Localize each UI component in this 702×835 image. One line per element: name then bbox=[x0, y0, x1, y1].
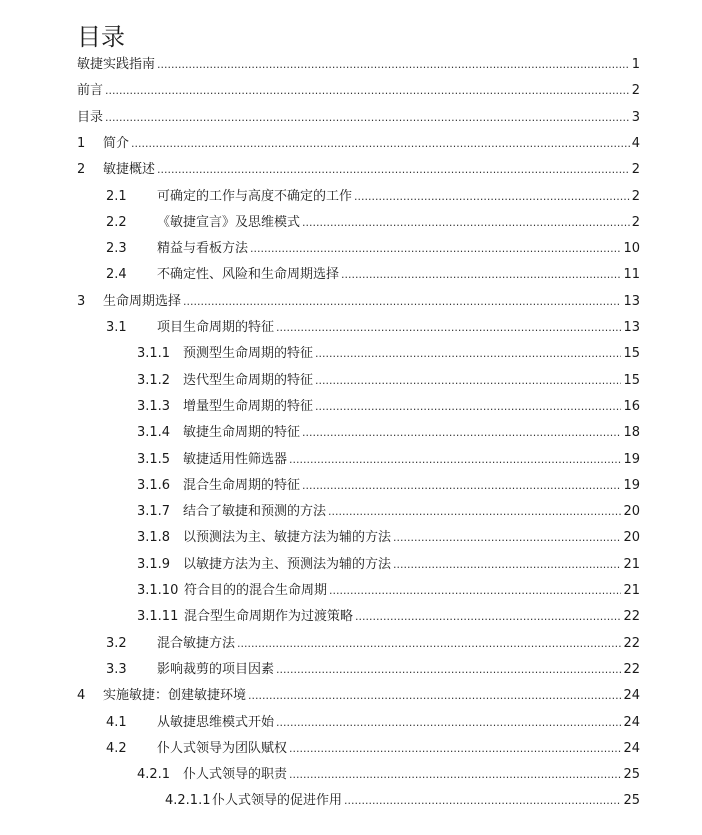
toc-entry-label: 混合型生命周期作为过渡策略 bbox=[184, 609, 354, 625]
toc-entry-page-number: 11 bbox=[623, 267, 640, 283]
toc-entry[interactable] bbox=[137, 607, 640, 627]
toc-entry[interactable] bbox=[137, 581, 640, 601]
toc-entry-label: 从敏捷思维模式开始 bbox=[157, 714, 275, 730]
toc-title: 目录 bbox=[77, 23, 125, 51]
toc-dot-leader bbox=[344, 791, 621, 811]
toc-dot-leader bbox=[354, 187, 630, 207]
toc-dot-leader bbox=[315, 371, 621, 391]
toc-entry-label: 目录 bbox=[77, 109, 104, 125]
toc-dot-leader bbox=[315, 397, 621, 417]
toc-entry-page-number: 22 bbox=[623, 609, 640, 625]
toc-dot-leader bbox=[393, 528, 621, 548]
toc-entry-number: 3.1.4 bbox=[137, 425, 171, 441]
toc-dot-leader bbox=[105, 81, 630, 101]
toc-entry-page-number: 1 bbox=[631, 57, 640, 72]
toc-entry-number: 4 bbox=[77, 688, 86, 704]
toc-dot-leader bbox=[276, 318, 621, 338]
toc-entry-page-number: 20 bbox=[623, 530, 640, 546]
toc-entry[interactable] bbox=[106, 713, 640, 733]
toc-entry-number: 3.1.6 bbox=[137, 477, 171, 493]
toc-entry-label: 仆人式领导的职责 bbox=[183, 767, 288, 783]
toc-entry-label: 敏捷适用性筛选器 bbox=[183, 451, 288, 467]
toc-entry-page-number: 21 bbox=[623, 556, 640, 572]
toc-entry[interactable] bbox=[106, 265, 640, 285]
toc-entry[interactable] bbox=[137, 344, 640, 364]
toc-entry-page-number: 2 bbox=[631, 214, 640, 230]
toc-entry-label: 敏捷概述 bbox=[103, 162, 156, 178]
toc-entry-number: 3 bbox=[77, 293, 86, 309]
toc-entry-label: 敏捷生命周期的特征 bbox=[183, 425, 301, 441]
toc-entry[interactable] bbox=[137, 397, 640, 417]
toc-entry[interactable] bbox=[137, 765, 640, 785]
toc-dot-leader bbox=[276, 713, 621, 733]
toc-entry-number: 3.1.3 bbox=[137, 398, 171, 414]
toc-entry-number: 3.1.5 bbox=[137, 451, 171, 467]
toc-entry-number: 3.1.10 bbox=[137, 583, 179, 598]
toc-entry-number: 3.1.7 bbox=[137, 504, 171, 520]
toc-entry-label: 不确定性、风险和生命周期选择 bbox=[157, 267, 340, 283]
toc-entry[interactable] bbox=[165, 791, 640, 811]
toc-dot-leader bbox=[329, 581, 621, 601]
toc-entry-label: 预测型生命周期的特征 bbox=[183, 346, 314, 362]
toc-entry[interactable] bbox=[106, 213, 640, 233]
toc-entry-page-number: 13 bbox=[623, 320, 640, 335]
toc-dot-leader bbox=[328, 502, 621, 522]
toc-dot-leader bbox=[237, 634, 621, 654]
toc-entry-page-number: 15 bbox=[623, 372, 640, 388]
toc-entry-label: 精益与看板方法 bbox=[157, 241, 249, 257]
toc-entry-label: 混合敏捷方法 bbox=[157, 635, 236, 651]
toc-entry-label: 影响裁剪的项目因素 bbox=[157, 661, 275, 677]
toc-entry-page-number: 25 bbox=[623, 793, 640, 809]
toc-dot-leader bbox=[341, 265, 621, 285]
toc-dot-leader bbox=[276, 660, 621, 680]
toc-entry-page-number: 19 bbox=[623, 477, 640, 493]
toc-entry-number: 3.1.11 bbox=[137, 609, 179, 625]
toc-entry[interactable] bbox=[77, 55, 640, 75]
toc-entry[interactable] bbox=[137, 502, 640, 522]
toc-entry-page-number: 22 bbox=[623, 661, 640, 677]
toc-entry-label: 项目生命周期的特征 bbox=[157, 320, 275, 335]
toc-entry-number: 2.1 bbox=[106, 188, 127, 204]
toc-entry-page-number: 10 bbox=[623, 241, 640, 257]
toc-dot-leader bbox=[131, 134, 630, 154]
toc-entry-page-number: 2 bbox=[631, 162, 640, 178]
toc-entry[interactable] bbox=[77, 160, 640, 180]
toc-entry-label: 结合了敏捷和预测的方法 bbox=[183, 504, 327, 520]
toc-entry[interactable] bbox=[106, 739, 640, 759]
toc-entry-page-number: 22 bbox=[623, 635, 640, 651]
toc-entry-label: 可确定的工作与高度不确定的工作 bbox=[157, 188, 353, 204]
toc-dot-leader bbox=[183, 292, 621, 312]
toc-entry-number: 2.3 bbox=[106, 241, 127, 257]
toc-entry[interactable] bbox=[77, 292, 640, 312]
toc-entry-number: 2 bbox=[77, 162, 86, 178]
toc-entry-number: 2.2 bbox=[106, 214, 127, 230]
toc-entry[interactable] bbox=[77, 686, 640, 706]
toc-dot-leader bbox=[355, 607, 621, 627]
toc-entry-label: 仆人式领导为团队赋权 bbox=[157, 740, 288, 756]
toc-entry-number: 3.3 bbox=[106, 661, 127, 677]
toc-dot-leader bbox=[302, 423, 621, 443]
toc-dot-leader bbox=[105, 108, 630, 128]
toc-dot-leader bbox=[302, 213, 630, 233]
toc-entry-label: 符合目的的混合生命周期 bbox=[184, 583, 328, 598]
toc-entry-page-number: 4 bbox=[631, 135, 640, 151]
toc-entry[interactable] bbox=[137, 371, 640, 391]
toc-entry[interactable] bbox=[77, 134, 640, 154]
toc-entry[interactable] bbox=[106, 634, 640, 654]
toc-entry-page-number: 13 bbox=[623, 293, 640, 309]
toc-entry[interactable] bbox=[106, 187, 640, 207]
toc-entry-page-number: 20 bbox=[623, 504, 640, 520]
toc-entry-page-number: 21 bbox=[623, 583, 640, 598]
toc-entry-number: 3.1.2 bbox=[137, 372, 171, 388]
toc-entry-number: 3.1.1 bbox=[137, 346, 171, 362]
toc-entry-number: 4.2.1.1 bbox=[165, 793, 211, 809]
toc-entry-page-number: 19 bbox=[623, 451, 640, 467]
toc-entry-label: 以预测法为主、敏捷方法为辅的方法 bbox=[183, 530, 392, 546]
toc-entry-label: 混合生命周期的特征 bbox=[183, 477, 301, 493]
toc-entry-label: 增量型生命周期的特征 bbox=[183, 398, 314, 414]
toc-entry-page-number: 24 bbox=[623, 714, 640, 730]
toc-entry-label: 实施敏捷：创建敏捷环境 bbox=[103, 688, 247, 704]
toc-entry-page-number: 2 bbox=[631, 188, 640, 204]
toc-entry-label: 敏捷实践指南 bbox=[77, 57, 156, 72]
toc-entry-page-number: 24 bbox=[623, 740, 640, 756]
toc-entry[interactable] bbox=[137, 450, 640, 470]
toc-entry[interactable] bbox=[137, 555, 640, 575]
toc-dot-leader bbox=[250, 239, 621, 259]
toc-entry-label: 仆人式领导的促进作用 bbox=[212, 793, 343, 809]
toc-entry-label: 迭代型生命周期的特征 bbox=[183, 372, 314, 388]
toc-entry-number: 1 bbox=[77, 135, 86, 151]
toc-entry-number: 2.4 bbox=[106, 267, 127, 283]
toc-entry-page-number: 15 bbox=[623, 346, 640, 362]
toc-entry-page-number: 16 bbox=[623, 398, 640, 414]
toc-dot-leader bbox=[289, 765, 621, 785]
toc-entry-page-number: 2 bbox=[631, 83, 640, 99]
toc-entry[interactable] bbox=[137, 476, 640, 496]
toc-entry-label: 生命周期选择 bbox=[103, 293, 182, 309]
toc-entry-label: 前言 bbox=[77, 83, 104, 99]
toc-dot-leader bbox=[289, 739, 621, 759]
toc-entry-number: 3.1.9 bbox=[137, 556, 171, 572]
toc-dot-leader bbox=[302, 476, 621, 496]
toc-entry-number: 3.1.8 bbox=[137, 530, 171, 546]
toc-entry-page-number: 24 bbox=[623, 688, 640, 704]
toc-entry-label: 《敏捷宣言》及思维模式 bbox=[157, 214, 301, 230]
toc-dot-leader bbox=[289, 450, 621, 470]
toc-entry[interactable] bbox=[77, 108, 640, 128]
toc-entry-number: 4.2 bbox=[106, 740, 127, 756]
toc-dot-leader bbox=[248, 686, 621, 706]
toc-entry-page-number: 25 bbox=[623, 767, 640, 783]
toc-dot-leader bbox=[157, 160, 630, 180]
toc-entry[interactable] bbox=[106, 239, 640, 259]
toc-entry[interactable] bbox=[137, 423, 640, 443]
toc-entry-number: 4.2.1 bbox=[137, 767, 171, 783]
toc-entry-page-number: 18 bbox=[623, 425, 640, 441]
toc-entry[interactable] bbox=[106, 318, 640, 338]
toc-entry[interactable] bbox=[77, 81, 640, 101]
toc-entry-label: 简介 bbox=[103, 135, 130, 151]
toc-entry[interactable] bbox=[137, 528, 640, 548]
toc-dot-leader bbox=[157, 55, 630, 75]
toc-dot-leader bbox=[315, 344, 621, 364]
toc-entry-label: 以敏捷方法为主、预测法为辅的方法 bbox=[183, 556, 392, 572]
toc-entry[interactable] bbox=[106, 660, 640, 680]
toc-entry-number: 4.1 bbox=[106, 714, 127, 730]
toc-dot-leader bbox=[393, 555, 621, 575]
toc-entry-number: 3.2 bbox=[106, 635, 127, 651]
toc-entry-number: 3.1 bbox=[106, 320, 127, 335]
toc-entry-page-number: 3 bbox=[631, 109, 640, 125]
